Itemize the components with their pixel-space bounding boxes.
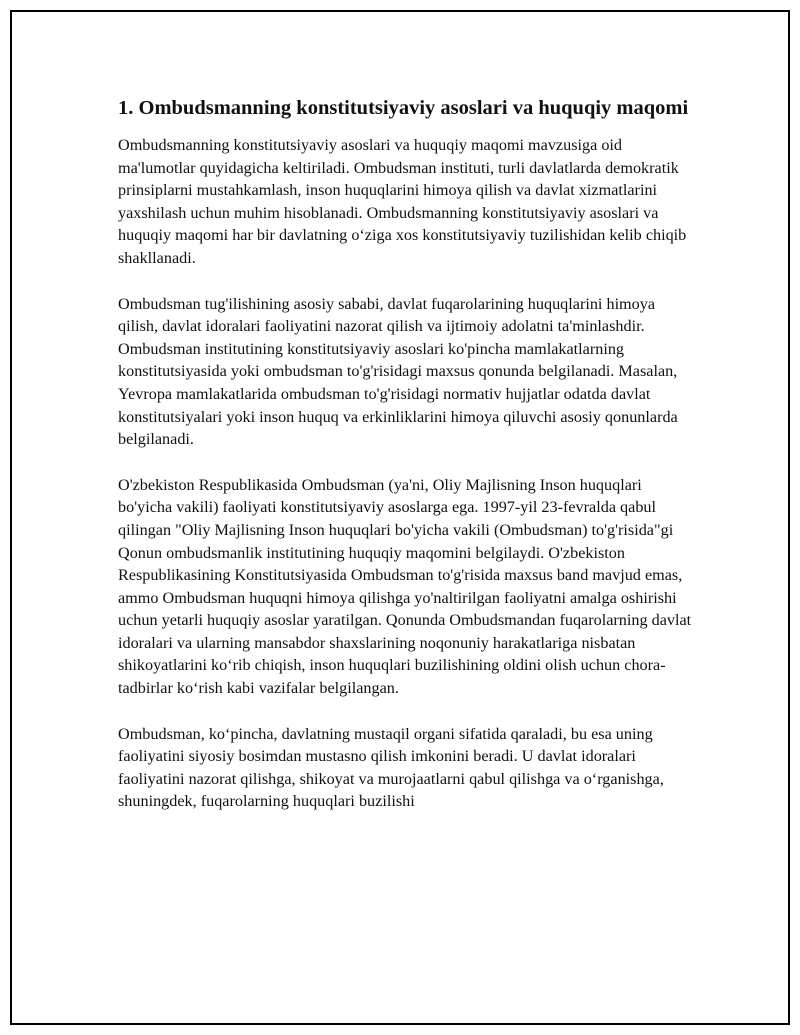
document-body xyxy=(118,95,698,836)
paragraph: Ombudsman tug'ilishining asosiy sababi, davlat fuqarolarining huquqlarini himoya qilish, davlat idoralari faoliyatini nazorat qilish va ijtimoiy adolatni ta'minlashdir. Ombudsman institutining konstitutsiyaviy asoslari ko'pincha mamlakatlarning konstitutsiyasida yoki ombudsman to'g'risidagi maxsus qonunda belgilanadi. Masalan, Yevropa mamlakatlarida ombudsman to'g'risidagi normativ hujjatlar odatda davlat konstitutsiyalari yoki inson huquq va erkinliklarini himoya qiluvchi asosiy qonunlarda belgilanadi. xyxy=(118,294,678,449)
document-page xyxy=(10,10,790,1025)
paragraph: Ombudsman, koʻpincha, davlatning mustaqil organi sifatida qaraladi, bu esa uning faoliyatini siyosiy bosimdan mustasno qilish imkonini beradi. U davlat idoralari faoliyatini nazorat qilishga, shikoyat va murojaatlarni qabul qilishga va oʻrganishga, shuningdek, fuqarolarning huquqlari buzilishi xyxy=(118,724,664,811)
paragraph: O'zbekiston Respublikasida Ombudsman (ya'ni, Oliy Majlisning Inson huquqlari bo'yicha vakili) faoliyati konstitutsiyaviy asoslarga ega. 1997-yil 23-fevralda qabul qilingan "Oliy Majlisning Inson huquqlari bo'yicha vakili (Ombudsman) to'g'risida"gi Qonun ombudsmanlik institutining huquqiy maqomini belgilaydi. O'zbekiston Respublikasining Konstitutsiyasida Ombudsman to'g'risida maxsus band mavjud emas, ammo Ombudsman huquqni himoya qilishga yo'naltirilgan faoliyatni amalga oshirishi uchun yetarli huquqiy asoslar yaratilgan. Qonunda Ombudsmandan fuqarolarning davlat idoralari va ularning mansabdor shaxslarining noqonuniy harakatlariga nisbatan shikoyatlarini koʻrib chiqish, inson huquqlari buzilishining oldini olish uchun chora-tadbirlar koʻrish kabi vazifalar belgilangan. xyxy=(118,475,692,698)
section-title: 1. Ombudsmanning konstitutsiyaviy asoslari va huquqiy maqomi xyxy=(118,97,689,119)
paragraph: Ombudsmanning konstitutsiyaviy asoslari va huquqiy maqomi mavzusiga oid ma'lumotlar quyidagicha keltiriladi. Ombudsman instituti, turli davlatlarda demokratik prinsiplarni mustahkamlash, inson huquqlarini himoya qilish va davlat xizmatlarini yaxshilash uchun muhim hisoblanadi. Ombudsmanning konstitutsiyaviy asoslari va huquqiy maqomi har bir davlatning oʻziga xos konstitutsiyaviy tuzilishidan kelib chiqib shakllanadi. xyxy=(118,136,687,267)
